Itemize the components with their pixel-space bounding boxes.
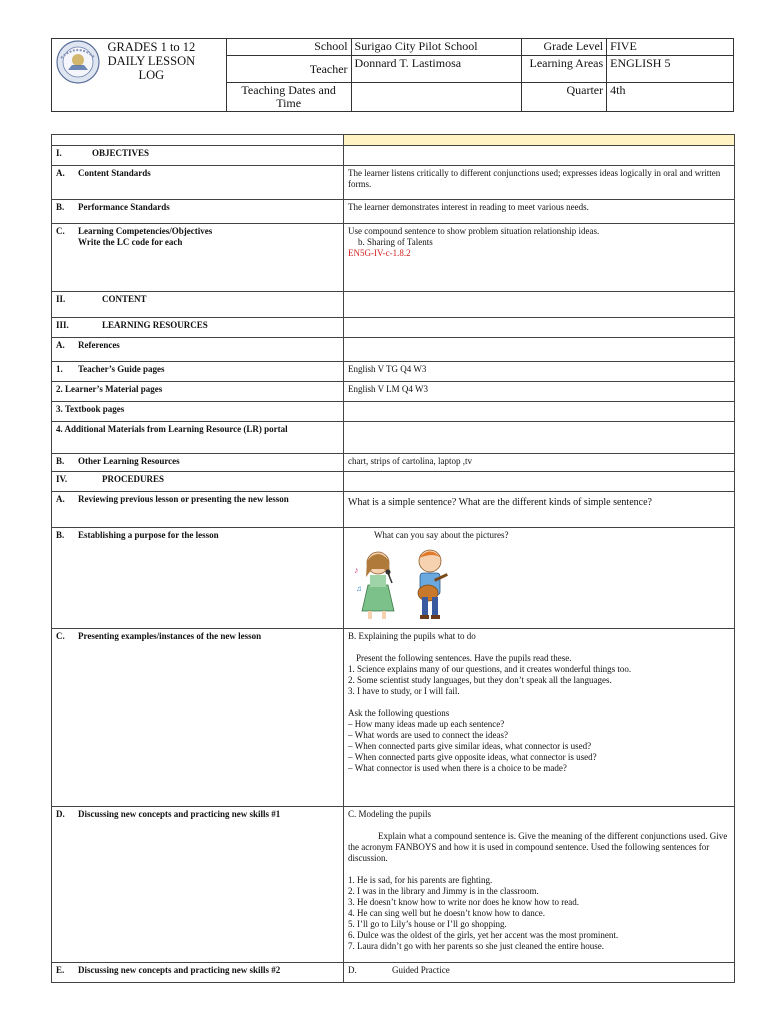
- empty-cell: [344, 472, 735, 492]
- table-row: [52, 224, 735, 292]
- table-row: [52, 422, 735, 454]
- lm-pages-value: English V LM Q4 W3: [344, 382, 735, 402]
- procedures-heading: [52, 472, 344, 492]
- section-number: III.: [56, 320, 69, 330]
- presenting-label: [52, 629, 344, 807]
- question-item: ‒ What connector is used when there is a choice to be made?: [348, 763, 730, 774]
- table-row: [52, 402, 735, 422]
- section-number: D.: [348, 965, 357, 975]
- question-item: ‒ How many ideas made up each sentence?: [348, 719, 730, 730]
- empty-cell: [344, 402, 735, 422]
- content-heading: [52, 292, 344, 318]
- lc-code: EN5G-IV-c-1.8.2: [348, 248, 411, 258]
- performance-standards-value: The learner demonstrates interest in reading to meet various needs.: [344, 200, 735, 224]
- blank-cell: [52, 135, 344, 146]
- section-label: Discussing new concepts and practicing new skills #1: [78, 809, 281, 819]
- section-label: References: [78, 340, 120, 350]
- school-value: Surigao City Pilot School: [351, 39, 522, 56]
- table-row: [52, 200, 735, 224]
- title-line: DAILY LESSON: [107, 54, 196, 68]
- table-row: [52, 382, 735, 402]
- example-sentence: 2. I was in the library and Jimmy is in the classroom.: [348, 886, 539, 896]
- question-item: ‒ When connected parts give opposite ideas, what connector is used?: [348, 752, 730, 763]
- section-number: 1.: [56, 364, 63, 374]
- example-sentence: 1. He is sad, for his parents are fighting.: [348, 875, 493, 885]
- purpose-question: What can you say about the pictures?: [374, 530, 509, 540]
- empty-cell: [344, 338, 735, 362]
- dates-value: [351, 83, 522, 112]
- table-row: [52, 492, 735, 528]
- section-number: A.: [56, 340, 65, 350]
- dates-label: Teaching Dates and Time: [226, 83, 351, 112]
- section-number: C.: [56, 631, 65, 641]
- highlight-cell: [344, 135, 735, 146]
- presenting-intro: Present the following sentences. Have the pupils read these.: [356, 653, 572, 663]
- reviewing-value: What is a simple sentence? What are the different kinds of simple sentence?: [344, 492, 735, 528]
- reviewing-label: [52, 492, 344, 528]
- discussing1-cell: [344, 807, 735, 963]
- example-sentence: 3. I have to study, or I will fail.: [348, 686, 460, 696]
- section-label: Content Standards: [78, 168, 151, 178]
- table-row: [52, 338, 735, 362]
- section-label: Learning Competencies/Objectives: [78, 226, 213, 236]
- empty-cell: [344, 318, 735, 338]
- textbook-label: 3. Textbook pages: [52, 402, 344, 422]
- guided-practice-label: Guided Practice: [392, 965, 450, 975]
- question-item: ‒ What words are used to connect the ideas?: [348, 730, 730, 741]
- discussing1-heading: C. Modeling the pupils: [348, 809, 431, 819]
- section-label: Performance Standards: [78, 202, 170, 212]
- discussing2-label: [52, 963, 344, 983]
- lesson-table: [51, 134, 735, 983]
- example-sentence: 5. I’ll go to Lily’s house or I’ll go shopping.: [348, 919, 507, 929]
- section-label: LEARNING RESOURCES: [102, 320, 208, 330]
- table-row: [52, 629, 735, 807]
- competency-line: b. Sharing of Talents: [358, 237, 433, 247]
- log-title: [52, 39, 227, 112]
- grade-label: Grade Level: [522, 39, 607, 56]
- purpose-cell: [344, 528, 735, 629]
- section-label: Other Learning Resources: [78, 456, 180, 466]
- example-sentence: 3. He doesn’t know how to write nor does he know how to read.: [348, 897, 580, 907]
- competencies-sub: Write the LC code for each: [78, 237, 183, 247]
- title-line: GRADES 1 to 12: [107, 40, 196, 54]
- content-standards-label: [52, 166, 344, 200]
- discussing1-paragraph: Explain what a compound sentence is. Give the meaning of the different conjunctions used. Give the acronym FANBOYS and how it is used in compound sentence. Used the following sentences for discussion.: [348, 831, 728, 863]
- section-label: PROCEDURES: [102, 474, 165, 484]
- table-row: [52, 454, 735, 472]
- other-resources-label: [52, 454, 344, 472]
- table-row: [52, 146, 735, 166]
- tg-pages-value: English V TG Q4 W3: [344, 362, 735, 382]
- table-row: [52, 528, 735, 629]
- ask-questions-heading: Ask the following questions: [348, 708, 450, 718]
- tg-pages-label: [52, 362, 344, 382]
- additional-materials-label: 4. Additional Materials from Learning Resource (LR) portal: [52, 422, 344, 454]
- section-label: Discussing new concepts and practicing new skills #2: [78, 965, 281, 975]
- section-label: Presenting examples/instances of the new lesson: [78, 631, 262, 641]
- table-row: [52, 362, 735, 382]
- title-line: LOG: [138, 68, 165, 82]
- section-number: IV.: [56, 474, 68, 484]
- section-number: I.: [56, 148, 62, 158]
- example-sentence: 2. Some scientist study languages, but they don’t speak all the languages.: [348, 675, 612, 685]
- objectives-heading: [52, 146, 344, 166]
- table-row: [52, 472, 735, 492]
- presenting-cell: [344, 629, 735, 807]
- school-label: School: [226, 39, 351, 56]
- discussing2-cell: [344, 963, 735, 983]
- section-number: II.: [56, 294, 66, 304]
- lm-pages-label: 2. Learner’s Material pages: [52, 382, 344, 402]
- section-label: Reviewing previous lesson or presenting the new lesson: [78, 494, 289, 504]
- presenting-heading: B. Explaining the pupils what to do: [348, 631, 476, 641]
- quarter-label: Quarter: [522, 83, 607, 112]
- section-label: Teacher’s Guide pages: [78, 364, 165, 374]
- table-row: [52, 807, 735, 963]
- discussing1-label: [52, 807, 344, 963]
- example-sentence: 1. Science explains many of our questions, and it creates wonderful things too.: [348, 664, 632, 674]
- grade-value: FIVE: [607, 39, 734, 56]
- teacher-value: Donnard T. Lastimosa: [351, 56, 522, 83]
- section-number: A.: [56, 168, 65, 178]
- section-number: B.: [56, 202, 65, 212]
- section-number: B.: [56, 530, 65, 540]
- competencies-label: [52, 224, 344, 292]
- table-row: [52, 292, 735, 318]
- section-number: A.: [56, 494, 65, 504]
- empty-cell: [344, 146, 735, 166]
- other-resources-value: chart, strips of cartolina, laptop ,tv: [344, 454, 735, 472]
- header-table: [51, 38, 734, 112]
- performance-standards-label: [52, 200, 344, 224]
- section-number: C.: [56, 226, 65, 236]
- question-item: ‒ When connected parts give similar ideas, what connector is used?: [348, 741, 730, 752]
- section-number: B.: [56, 456, 65, 466]
- section-number: D.: [56, 809, 65, 819]
- quarter-value: 4th: [607, 83, 734, 112]
- table-row: [52, 166, 735, 200]
- competencies-value: [344, 224, 735, 292]
- example-sentence: 6. Dulce was the oldest of the girls, yet her accent was the most prominent.: [348, 930, 619, 940]
- table-row: [52, 963, 735, 983]
- teacher-label: Teacher: [226, 56, 351, 83]
- area-label: Learning Areas: [522, 56, 607, 83]
- section-number: E.: [56, 965, 65, 975]
- svg-text:♪: ♪: [354, 565, 359, 575]
- table-row: [52, 318, 735, 338]
- competency-line: Use compound sentence to show problem situation relationship ideas.: [348, 226, 600, 236]
- references-label: [52, 338, 344, 362]
- section-label: Establishing a purpose for the lesson: [78, 530, 219, 540]
- section-label: OBJECTIVES: [92, 148, 150, 158]
- empty-cell: [344, 422, 735, 454]
- area-value: ENGLISH 5: [607, 56, 734, 83]
- example-sentence: 7. Laura didn’t go with her parents so she just cleaned the entire house.: [348, 941, 605, 951]
- content-standards-value: The learner listens critically to different conjunctions used; expresses ideas logically in oral and written forms.: [344, 166, 735, 200]
- purpose-label: [52, 528, 344, 629]
- example-sentence: 4. He can sing well but he doesn’t know how to dance.: [348, 908, 546, 918]
- children-singing-illustration: [348, 543, 458, 623]
- resources-heading: [52, 318, 344, 338]
- svg-text:♫: ♫: [356, 584, 362, 593]
- section-label: CONTENT: [102, 294, 147, 304]
- empty-cell: [344, 292, 735, 318]
